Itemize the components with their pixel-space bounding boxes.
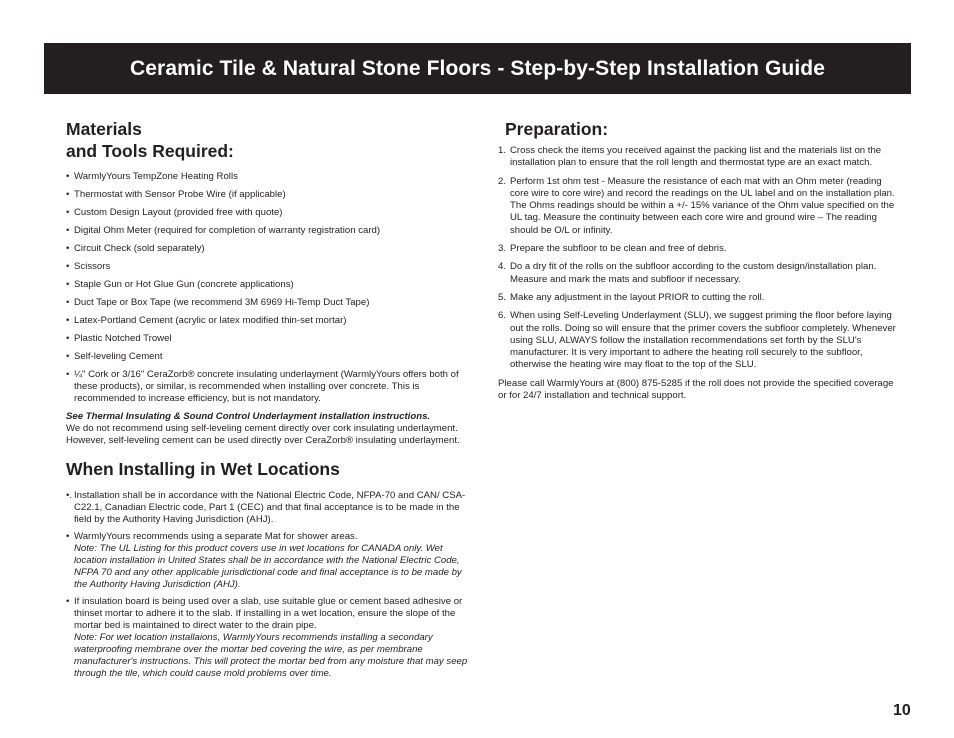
materials-item-text: Custom Design Layout (provided free with quote) [74, 207, 283, 218]
bullet-icon: • [66, 279, 70, 290]
preparation-step [498, 292, 898, 304]
preparation-step [498, 176, 898, 237]
step-text: Make any adjustment in the layout PRIOR to cutting the roll. [510, 291, 765, 303]
bullet-icon: • [66, 171, 70, 182]
bullet-icon: • [66, 351, 70, 362]
step-number: 3. [498, 243, 507, 255]
materials-list-item [66, 207, 471, 219]
bullet-icon: • [66, 189, 70, 200]
step-number: 5. [498, 291, 507, 303]
materials-item-text: WarmlyYours TempZone Heating Rolls [74, 171, 238, 182]
step-number: 1. [498, 145, 507, 156]
wet-item-note: Note: The UL Listing for this product covers use in wet locations for CANADA only. Wet location installation in United States shall be in accordance with the National Electric Code, NFPA 70 and any other applicable jurisdictional code and final acceptance is to be made by the Authority Having Jurisdiction (AHJ). [74, 543, 462, 590]
materials-item-text: Duct Tape or Box Tape (we recommend 3M 6969 Hi-Temp Duct Tape) [74, 297, 370, 308]
materials-list-item [66, 297, 471, 309]
materials-list-item [66, 261, 471, 273]
materials-item-text: Staple Gun or Hot Glue Gun (concrete applications) [74, 279, 294, 290]
wet-locations-heading: When Installing in Wet Locations [66, 459, 340, 479]
step-number: 6. [498, 310, 507, 322]
wet-list-item [66, 490, 471, 526]
step-text: Perform 1st ohm test - Measure the resistance of each mat with an Ohm meter (reading core wire to core wire) and record the readings on the UL label and on the installation plan. The Ohms readings should be within a +/- 15% variance of the Ohm value specified on the UL tag. Measure the continuity between each core wire and ground wire – The reading should be O/L or infinity. [510, 175, 895, 236]
step-text: When using Self-Leveling Underlayment (SLU), we suggest priming the floor before laying out the rolls. Doing so will ensure that the primer covers the subfloor completely. Whenever using SLU, ALWAYS follow the installation recommendations set forth by the SLU's manufacturer. It is very important to adhere the heating roll securely to the subfloor, otherwise the heating wire may float to the top of the SLU. [510, 310, 896, 371]
step-text: Cross check the items you received against the packing list and the materials list on the installation plan to ensure that the roll length and thermostat type are an exact match. [510, 145, 882, 169]
support-call-note: Please call WarmlyYours at (800) 875-5285 if the roll does not provide the specified coverage or for 24/7 installation and technical support. [498, 377, 894, 402]
bullet-icon: • [66, 333, 70, 344]
materials-list-item [66, 189, 471, 201]
materials-item-text: Self-leveling Cement [74, 351, 163, 362]
wet-item-text: Installation shall be in accordance with the National Electric Code, NFPA-70 and CAN/ CSA- C22.1, Canadian Electric code, Part 1 (CEC) and that final acceptance is to be made in the field by the Authority Having Jurisdiction (AHJ). [74, 490, 466, 525]
materials-list-item [66, 315, 471, 327]
materials-item-text: Digital Ohm Meter (required for completion of warranty registration card) [74, 225, 381, 236]
bullet-icon: • [66, 243, 70, 254]
bullet-icon: •. [66, 490, 73, 501]
materials-item-text: Circuit Check (sold separately) [74, 243, 205, 254]
wet-locations-list [66, 490, 471, 680]
preparation-step [498, 243, 898, 255]
materials-heading-line1: Materials [66, 119, 142, 139]
bullet-icon: • [66, 297, 70, 308]
bullet-icon: • [66, 531, 70, 542]
preparation-step [498, 310, 898, 371]
materials-list [66, 171, 471, 405]
preparation-step [498, 261, 898, 286]
wet-list-item [66, 596, 471, 680]
materials-list-item [66, 171, 471, 183]
materials-item-text: Scissors [74, 261, 111, 272]
materials-list-item [66, 279, 471, 291]
preparation-steps [498, 145, 898, 372]
materials-list-item [66, 369, 471, 405]
preparation-heading: Preparation: [505, 119, 609, 139]
cork-note: We do not recommend using self-leveling cement directly over cork insulating underlayment. However, self-leveling cement can be used directly over CeraZorb® insulating underlayment. [66, 423, 460, 446]
bullet-icon: • [66, 261, 70, 272]
materials-item-text: Plastic Notched Trowel [74, 333, 172, 344]
preparation-step [498, 145, 898, 170]
wet-list-item [66, 531, 471, 591]
see-instructions-note: See Thermal Insulating & Sound Control Underlayment installation instructions. [66, 411, 431, 422]
materials-list-item [66, 243, 471, 255]
materials-list-item [66, 333, 471, 345]
right-column [498, 118, 898, 402]
materials-item-text: ¼" Cork or 3/16" CeraZorb® concrete insulating underlayment (WarmlyYours offers both of these products), or similar, is recommended when installing over concrete. This is recommended to increase efficiency, but is not mandatory. [74, 369, 459, 404]
wet-item-text: If insulation board is being used over a slab, use suitable glue or cement based adhesive or thinset mortar to adhere it to the slab. If installing in a wet location, ensure the slope of the mortar bed is maintained to direct water to the drain pipe. [74, 596, 463, 631]
page-title: Ceramic Tile & Natural Stone Floors - Step-by-Step Installation Guide [130, 56, 825, 80]
bullet-icon: • [66, 596, 70, 607]
header-banner [44, 43, 911, 94]
step-number: 2. [498, 175, 507, 187]
materials-heading [66, 118, 471, 162]
materials-item-text: Latex-Portland Cement (acrylic or latex modified thin-set mortar) [74, 315, 347, 326]
wet-item-note: Note: For wet location installaions, WarmlyYours recommends installing a secondary waterproofing membrane over the mortar bed covering the wire, as per membrane manufacturer's instructions. This will protect the mortar bed from any moisture that may seep through the tile, which could cause mold problems over time. [74, 632, 468, 679]
bullet-icon: • [66, 369, 70, 380]
step-text: Prepare the subfloor to be clean and free of debris. [510, 243, 727, 255]
left-column [66, 118, 471, 685]
materials-list-item [66, 225, 471, 237]
bullet-icon: • [66, 207, 70, 218]
step-number: 4. [498, 261, 507, 273]
page-number: 10 [893, 702, 911, 719]
wet-item-text: WarmlyYours recommends using a separate Mat for shower areas. [74, 531, 358, 542]
materials-list-item [66, 351, 471, 363]
materials-heading-line2: and Tools Required: [66, 141, 234, 161]
materials-item-text: Thermostat with Sensor Probe Wire (if applicable) [74, 189, 286, 200]
bullet-icon: • [66, 315, 70, 326]
step-text: Do a dry fit of the rolls on the subfloor according to the custom design/installation plan. Measure and mark the mats and subfloor if necessary. [510, 261, 877, 285]
bullet-icon: • [66, 225, 70, 236]
